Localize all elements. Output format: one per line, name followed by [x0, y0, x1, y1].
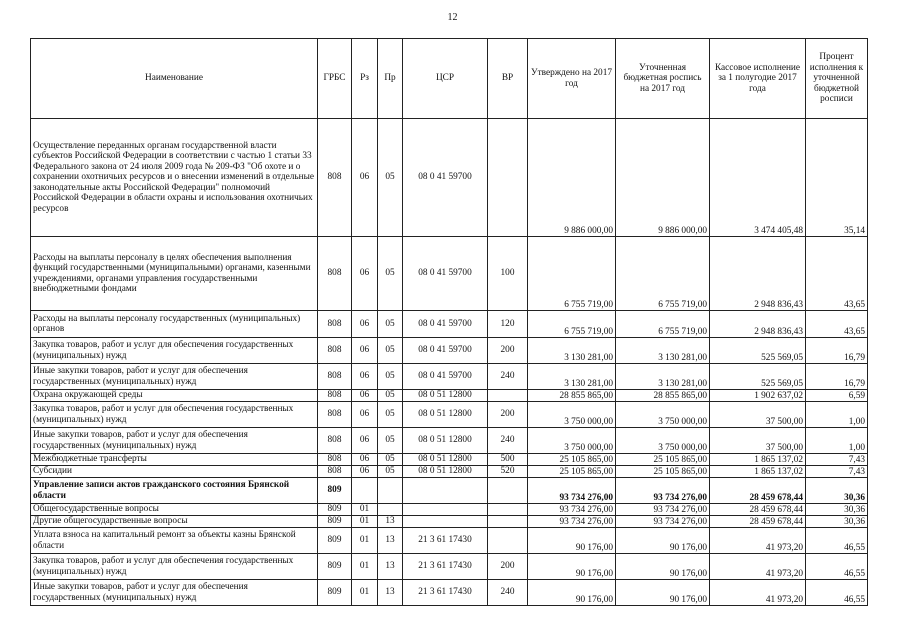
table-cell-name: Уплата взноса на капитальный ремонт за объекты казны Брянской области	[31, 528, 318, 554]
table-cell-vr: 200	[488, 402, 528, 428]
table-cell-grbs: 809	[318, 554, 352, 580]
table-cell-cash: 41 973,20	[710, 528, 806, 554]
table-cell-rz: 01	[352, 504, 378, 516]
table-cell-approved: 93 734 276,00	[528, 478, 616, 504]
table-cell-cash: 28 459 678,44	[710, 504, 806, 516]
table-cell-percent: 16,79	[806, 364, 868, 390]
table-cell-approved: 3 750 000,00	[528, 428, 616, 454]
table-cell-csr: 08 0 41 59700	[403, 364, 488, 390]
table-cell-pr: 05	[378, 237, 403, 311]
table-cell-pr: 05	[378, 390, 403, 402]
table-cell-grbs: 809	[318, 516, 352, 528]
table-cell-name: Закупка товаров, работ и услуг для обеспечения государственных (муниципальных) нужд	[31, 554, 318, 580]
table-row	[31, 528, 868, 554]
table-cell-approved: 9 886 000,00	[528, 119, 616, 237]
table-cell-pr: 05	[378, 311, 403, 338]
table-row	[31, 311, 868, 338]
table-row	[31, 338, 868, 364]
table-cell-vr	[488, 504, 528, 516]
table-cell-vr: 100	[488, 237, 528, 311]
table-cell-rz: 06	[352, 364, 378, 390]
table-cell-refined: 93 734 276,00	[616, 504, 710, 516]
table-cell-name: Межбюджетные трансферты	[31, 454, 318, 466]
table-cell-refined: 25 105 865,00	[616, 466, 710, 478]
table-row	[31, 516, 868, 528]
table-cell-grbs: 808	[318, 428, 352, 454]
table-cell-rz: 01	[352, 516, 378, 528]
table-cell-pr: 05	[378, 466, 403, 478]
header-cash: Кассовое исполнение за 1 полугодие 2017 года	[710, 39, 806, 119]
table-cell-csr: 21 3 61 17430	[403, 554, 488, 580]
table-cell-grbs: 808	[318, 364, 352, 390]
header-row	[31, 39, 868, 119]
table-cell-cash: 28 459 678,44	[710, 516, 806, 528]
budget-table	[30, 38, 868, 606]
table-cell-approved: 28 855 865,00	[528, 390, 616, 402]
table-cell-vr: 240	[488, 580, 528, 606]
table-cell-rz: 06	[352, 119, 378, 237]
table-cell-approved: 6 755 719,00	[528, 311, 616, 338]
table-cell-refined: 93 734 276,00	[616, 516, 710, 528]
table-cell-percent: 7,43	[806, 466, 868, 478]
table-cell-pr: 13	[378, 580, 403, 606]
table-row	[31, 504, 868, 516]
table-cell-grbs: 808	[318, 402, 352, 428]
page-number: 12	[447, 12, 458, 23]
table-cell-grbs: 808	[318, 454, 352, 466]
table-cell-pr: 05	[378, 402, 403, 428]
table-cell-percent: 46,55	[806, 554, 868, 580]
table-cell-rz: 06	[352, 428, 378, 454]
table-cell-refined: 3 130 281,00	[616, 364, 710, 390]
table-cell-refined: 93 734 276,00	[616, 478, 710, 504]
table-cell-rz: 06	[352, 466, 378, 478]
table-cell-percent: 16,79	[806, 338, 868, 364]
table-row	[31, 580, 868, 606]
table-cell-approved: 3 750 000,00	[528, 402, 616, 428]
header-grbs: ГРБС	[318, 39, 352, 119]
table-cell-csr: 21 3 61 17430	[403, 528, 488, 554]
table-cell-refined: 3 750 000,00	[616, 428, 710, 454]
table-cell-name: Управление записи актов гражданского состояния Брянской области	[31, 478, 318, 504]
table-cell-percent: 43,65	[806, 311, 868, 338]
table-cell-csr: 08 0 51 12800	[403, 428, 488, 454]
table-cell-grbs: 808	[318, 119, 352, 237]
table-row	[31, 466, 868, 478]
header-refined: Уточненная бюджетная роспись на 2017 год	[616, 39, 710, 119]
table-cell-cash: 525 569,05	[710, 364, 806, 390]
table-cell-rz: 06	[352, 390, 378, 402]
table-cell-name: Общегосударственные вопросы	[31, 504, 318, 516]
table-cell-rz: 01	[352, 554, 378, 580]
table-cell-cash: 41 973,20	[710, 554, 806, 580]
table-cell-percent: 7,43	[806, 454, 868, 466]
table-row	[31, 454, 868, 466]
table-cell-grbs: 808	[318, 237, 352, 311]
header-csr: ЦСР	[403, 39, 488, 119]
table-cell-refined: 6 755 719,00	[616, 237, 710, 311]
table-cell-csr: 08 0 51 12800	[403, 454, 488, 466]
table-cell-percent: 1,00	[806, 428, 868, 454]
table-cell-rz: 06	[352, 338, 378, 364]
table-cell-pr	[378, 478, 403, 504]
table-cell-percent: 43,65	[806, 237, 868, 311]
table-cell-csr: 08 0 41 59700	[403, 338, 488, 364]
table-cell-rz: 06	[352, 402, 378, 428]
table-cell-percent: 30,36	[806, 478, 868, 504]
table-cell-refined: 3 130 281,00	[616, 338, 710, 364]
table-row	[31, 478, 868, 504]
table-cell-cash: 28 459 678,44	[710, 478, 806, 504]
table-cell-refined: 3 750 000,00	[616, 402, 710, 428]
table-cell-name: Иные закупки товаров, работ и услуг для обеспечения государственных (муниципальных) нужд	[31, 364, 318, 390]
table-row	[31, 428, 868, 454]
table-cell-cash: 525 569,05	[710, 338, 806, 364]
header-name: Наименование	[31, 39, 318, 119]
table-cell-approved: 25 105 865,00	[528, 466, 616, 478]
table-cell-percent: 46,55	[806, 580, 868, 606]
table-cell-name: Закупка товаров, работ и услуг для обеспечения государственных (муниципальных) нужд	[31, 338, 318, 364]
header-percent: Процент исполнения к уточненной бюджетной росписи	[806, 39, 868, 119]
table-cell-name: Закупка товаров, работ и услуг для обеспечения государственных (муниципальных) нужд	[31, 402, 318, 428]
table-cell-approved: 3 130 281,00	[528, 364, 616, 390]
table-row	[31, 364, 868, 390]
table-cell-pr: 05	[378, 454, 403, 466]
table-cell-vr: 240	[488, 428, 528, 454]
table-cell-csr: 08 0 41 59700	[403, 311, 488, 338]
table-cell-approved: 3 130 281,00	[528, 338, 616, 364]
table-cell-grbs: 809	[318, 580, 352, 606]
table-cell-csr: 08 0 51 12800	[403, 466, 488, 478]
table-cell-vr	[488, 478, 528, 504]
table-cell-grbs: 808	[318, 390, 352, 402]
table-cell-percent: 35,14	[806, 119, 868, 237]
table-row	[31, 237, 868, 311]
table-cell-approved: 90 176,00	[528, 580, 616, 606]
table-cell-approved: 93 734 276,00	[528, 504, 616, 516]
table-cell-refined: 6 755 719,00	[616, 311, 710, 338]
table-cell-csr: 08 0 41 59700	[403, 119, 488, 237]
table-cell-name: Охрана окружающей среды	[31, 390, 318, 402]
table-cell-vr	[488, 390, 528, 402]
table-cell-cash: 2 948 836,43	[710, 311, 806, 338]
table-cell-cash: 37 500,00	[710, 428, 806, 454]
table-cell-cash: 3 474 405,48	[710, 119, 806, 237]
table-cell-vr: 200	[488, 554, 528, 580]
table-cell-refined: 90 176,00	[616, 528, 710, 554]
table-cell-vr: 120	[488, 311, 528, 338]
table-cell-grbs: 809	[318, 504, 352, 516]
table-cell-rz: 01	[352, 528, 378, 554]
table-cell-approved: 93 734 276,00	[528, 516, 616, 528]
table-cell-approved: 90 176,00	[528, 554, 616, 580]
table-cell-vr: 520	[488, 466, 528, 478]
table-cell-name: Осуществление переданных органам государственной власти субъектов Российской Федерации в соответствии с частью 1 статьи 33 Федерального закона от 24 июля 2009 года № 209-ФЗ "Об охоте и о сохранении охотничьих ресурсов и о внесении изменений в отдельные законодательные акты Российской Федерации" полномочий Российской Федерации в области охраны и использования охотничьих ресурсов	[31, 119, 318, 237]
table-cell-cash: 2 948 836,43	[710, 237, 806, 311]
table-cell-rz: 06	[352, 454, 378, 466]
table-cell-grbs: 808	[318, 338, 352, 364]
table-cell-name: Другие общегосударственные вопросы	[31, 516, 318, 528]
table-cell-pr: 13	[378, 516, 403, 528]
table-row	[31, 402, 868, 428]
header-vr: ВР	[488, 39, 528, 119]
table-cell-pr: 05	[378, 364, 403, 390]
table-cell-cash: 1 865 137,02	[710, 466, 806, 478]
table-cell-refined: 90 176,00	[616, 554, 710, 580]
table-row	[31, 554, 868, 580]
table-cell-rz: 06	[352, 237, 378, 311]
table-cell-name: Иные закупки товаров, работ и услуг для обеспечения государственных (муниципальных) нужд	[31, 580, 318, 606]
table-cell-vr	[488, 528, 528, 554]
table-cell-csr	[403, 504, 488, 516]
table-cell-pr	[378, 504, 403, 516]
table-cell-name: Расходы на выплаты персоналу в целях обеспечения выполнения функций государственными (муниципальными) органами, казенными учреждениями, органами управления государственными внебюджетными фондами	[31, 237, 318, 311]
table-cell-cash: 1 865 137,02	[710, 454, 806, 466]
table-cell-csr: 08 0 51 12800	[403, 390, 488, 402]
table-cell-refined: 25 105 865,00	[616, 454, 710, 466]
table-cell-vr	[488, 516, 528, 528]
table-cell-grbs: 808	[318, 311, 352, 338]
table-cell-refined: 28 855 865,00	[616, 390, 710, 402]
table-cell-pr: 13	[378, 528, 403, 554]
table-cell-percent: 30,36	[806, 516, 868, 528]
table-cell-vr: 200	[488, 338, 528, 364]
table-cell-percent: 46,55	[806, 528, 868, 554]
table-cell-refined: 90 176,00	[616, 580, 710, 606]
table-cell-percent: 6,59	[806, 390, 868, 402]
table-cell-grbs: 809	[318, 478, 352, 504]
table-cell-name: Иные закупки товаров, работ и услуг для обеспечения государственных (муниципальных) нужд	[31, 428, 318, 454]
table-cell-pr: 05	[378, 338, 403, 364]
table-cell-rz: 01	[352, 580, 378, 606]
table-cell-name: Расходы на выплаты персоналу государственных (муниципальных) органов	[31, 311, 318, 338]
table-cell-vr	[488, 119, 528, 237]
table-cell-csr: 21 3 61 17430	[403, 580, 488, 606]
table-cell-approved: 25 105 865,00	[528, 454, 616, 466]
header-pr: Пр	[378, 39, 403, 119]
table-cell-vr: 240	[488, 364, 528, 390]
table-cell-csr	[403, 478, 488, 504]
table-row	[31, 119, 868, 237]
table-cell-csr	[403, 516, 488, 528]
table-cell-pr: 05	[378, 428, 403, 454]
table-cell-cash: 37 500,00	[710, 402, 806, 428]
table-cell-grbs: 809	[318, 528, 352, 554]
table-cell-pr: 13	[378, 554, 403, 580]
table-cell-approved: 90 176,00	[528, 528, 616, 554]
table-cell-csr: 08 0 51 12800	[403, 402, 488, 428]
table-cell-pr: 05	[378, 119, 403, 237]
table-cell-name: Субсидии	[31, 466, 318, 478]
header-approved: Утверждено на 2017 год	[528, 39, 616, 119]
table-cell-rz: 06	[352, 311, 378, 338]
table-cell-csr: 08 0 41 59700	[403, 237, 488, 311]
table-cell-refined: 9 886 000,00	[616, 119, 710, 237]
table-cell-approved: 6 755 719,00	[528, 237, 616, 311]
table-row	[31, 390, 868, 402]
table-cell-grbs: 808	[318, 466, 352, 478]
table-cell-percent: 1,00	[806, 402, 868, 428]
table-cell-percent: 30,36	[806, 504, 868, 516]
table-cell-rz	[352, 478, 378, 504]
table-cell-cash: 41 973,20	[710, 580, 806, 606]
header-rz: Рз	[352, 39, 378, 119]
table-cell-cash: 1 902 637,02	[710, 390, 806, 402]
table-cell-vr: 500	[488, 454, 528, 466]
